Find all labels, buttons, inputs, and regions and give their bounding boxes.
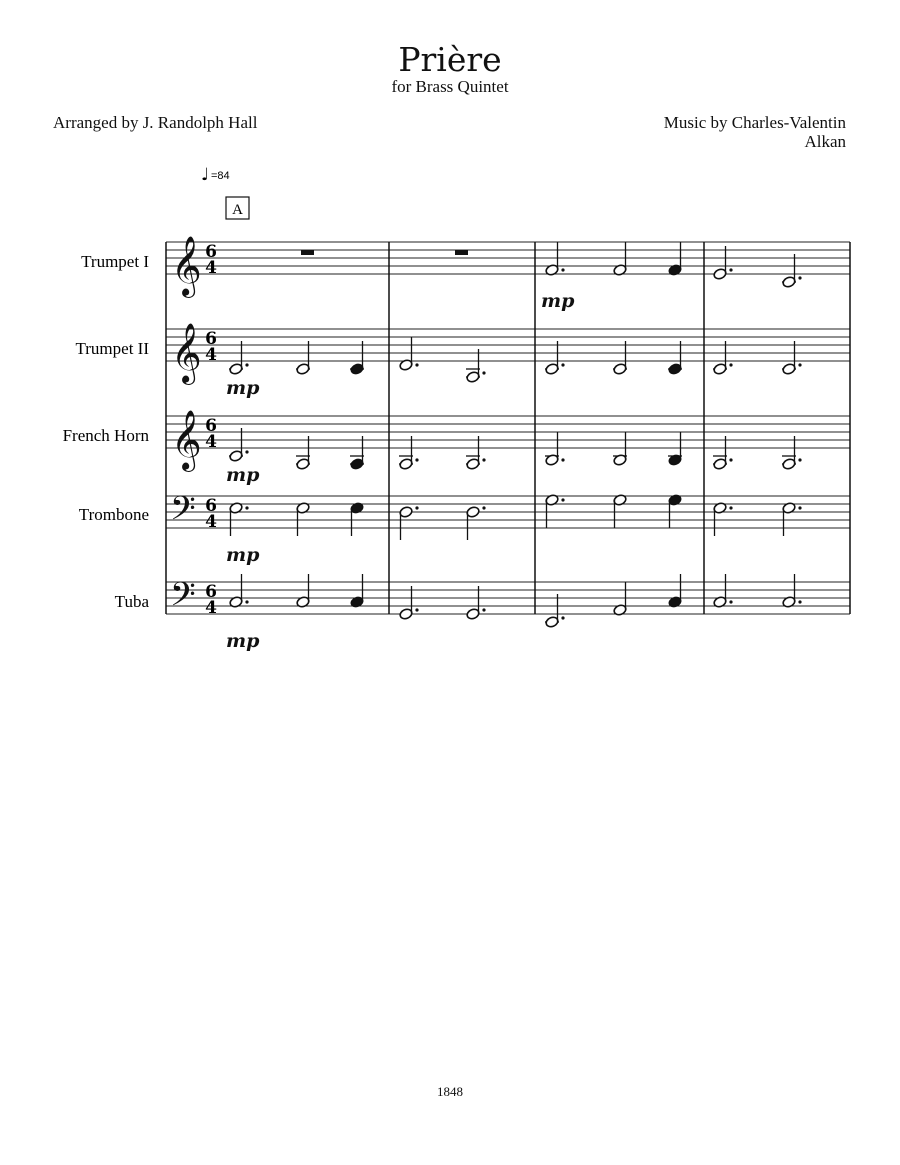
note	[713, 436, 733, 470]
dynamic-marking: mp	[226, 630, 260, 652]
note	[782, 574, 802, 608]
note	[545, 432, 565, 466]
time-sig-top: 6	[205, 329, 217, 349]
note	[545, 341, 565, 375]
treble-clef-icon: 𝄞	[171, 236, 202, 296]
note	[613, 582, 627, 616]
note	[668, 242, 682, 276]
note	[668, 574, 682, 608]
note	[399, 586, 419, 620]
note	[296, 341, 310, 375]
time-sig-bottom: 4	[205, 512, 217, 532]
instrument-name-trumpet-2: Trumpet II	[75, 339, 149, 358]
whole-rest-icon	[455, 250, 468, 255]
composer-line-1: Music by Charles-Valentin	[663, 113, 846, 132]
treble-clef-icon: 𝄞	[171, 323, 202, 383]
time-sig-top: 6	[205, 496, 217, 516]
bass-clef-icon: 𝄢	[170, 490, 196, 536]
bass-clef-icon: 𝄢	[170, 576, 196, 622]
note	[782, 436, 802, 470]
time-sig-bottom: 4	[205, 598, 217, 618]
note	[399, 436, 419, 470]
time-sig-top: 6	[205, 242, 217, 262]
page-title: Prière	[398, 40, 502, 79]
note	[713, 574, 733, 608]
note	[613, 341, 627, 375]
note	[229, 341, 249, 375]
dynamic-marking: mp	[226, 544, 260, 566]
notes-trumpet-2	[229, 337, 802, 383]
composer-line-2: Alkan	[804, 132, 846, 151]
note	[466, 349, 486, 383]
note	[613, 494, 627, 528]
staff-trombone	[166, 496, 850, 528]
note	[613, 242, 627, 276]
notes-french-horn	[229, 428, 802, 470]
note	[229, 574, 249, 608]
note	[350, 341, 364, 375]
note	[350, 502, 364, 536]
note	[668, 494, 682, 528]
time-sig-bottom: 4	[205, 345, 217, 365]
dynamic-marking: mp	[226, 377, 260, 399]
note	[713, 502, 733, 536]
note	[713, 341, 733, 375]
footer-year: 1848	[437, 1084, 463, 1099]
instrument-name-trombone: Trombone	[78, 505, 149, 524]
dynamic-marking: mp	[541, 290, 575, 312]
note	[668, 432, 682, 466]
note	[296, 574, 310, 608]
staff-lines	[166, 242, 850, 614]
rests	[301, 250, 468, 255]
whole-rest-icon	[301, 250, 314, 255]
instrument-name-trumpet-1: Trumpet I	[81, 252, 149, 271]
notes-trumpet-1	[545, 242, 802, 288]
tempo-value: =84	[211, 170, 230, 182]
staff-trumpet-1	[166, 242, 850, 274]
dynamic-marking: mp	[226, 464, 260, 486]
rehearsal-mark: A	[232, 202, 243, 218]
note	[399, 337, 419, 371]
note	[713, 246, 733, 280]
treble-clef-icon: 𝄞	[171, 410, 202, 470]
note	[466, 506, 486, 540]
time-sig-top: 6	[205, 416, 217, 436]
notes-trombone	[229, 494, 802, 540]
note	[782, 341, 802, 375]
page-subtitle: for Brass Quintet	[391, 77, 509, 96]
arranger-credit: Arranged by J. Randolph Hall	[53, 113, 258, 132]
time-sig-top: 6	[205, 582, 217, 602]
staff-french-horn	[166, 416, 850, 448]
note	[229, 428, 249, 462]
barlines	[166, 242, 850, 614]
note	[229, 502, 249, 536]
time-sig-bottom: 4	[205, 432, 217, 452]
staff-trumpet-2	[166, 329, 850, 361]
note	[296, 502, 310, 536]
note	[782, 502, 802, 536]
note	[545, 494, 565, 528]
time-signatures	[205, 242, 217, 618]
note	[296, 436, 310, 470]
note	[668, 341, 682, 375]
note	[350, 436, 364, 470]
note	[782, 254, 802, 288]
note	[466, 586, 486, 620]
note	[545, 594, 565, 628]
time-sig-bottom: 4	[205, 258, 217, 278]
instrument-name-french-horn: French Horn	[62, 426, 149, 445]
note	[350, 574, 364, 608]
instrument-name-tuba: Tuba	[114, 592, 149, 611]
note	[399, 506, 419, 540]
staff-tuba	[166, 582, 850, 614]
note	[545, 242, 565, 276]
note	[613, 432, 627, 466]
note	[466, 436, 486, 470]
tempo-note-icon: ♩	[201, 165, 210, 185]
